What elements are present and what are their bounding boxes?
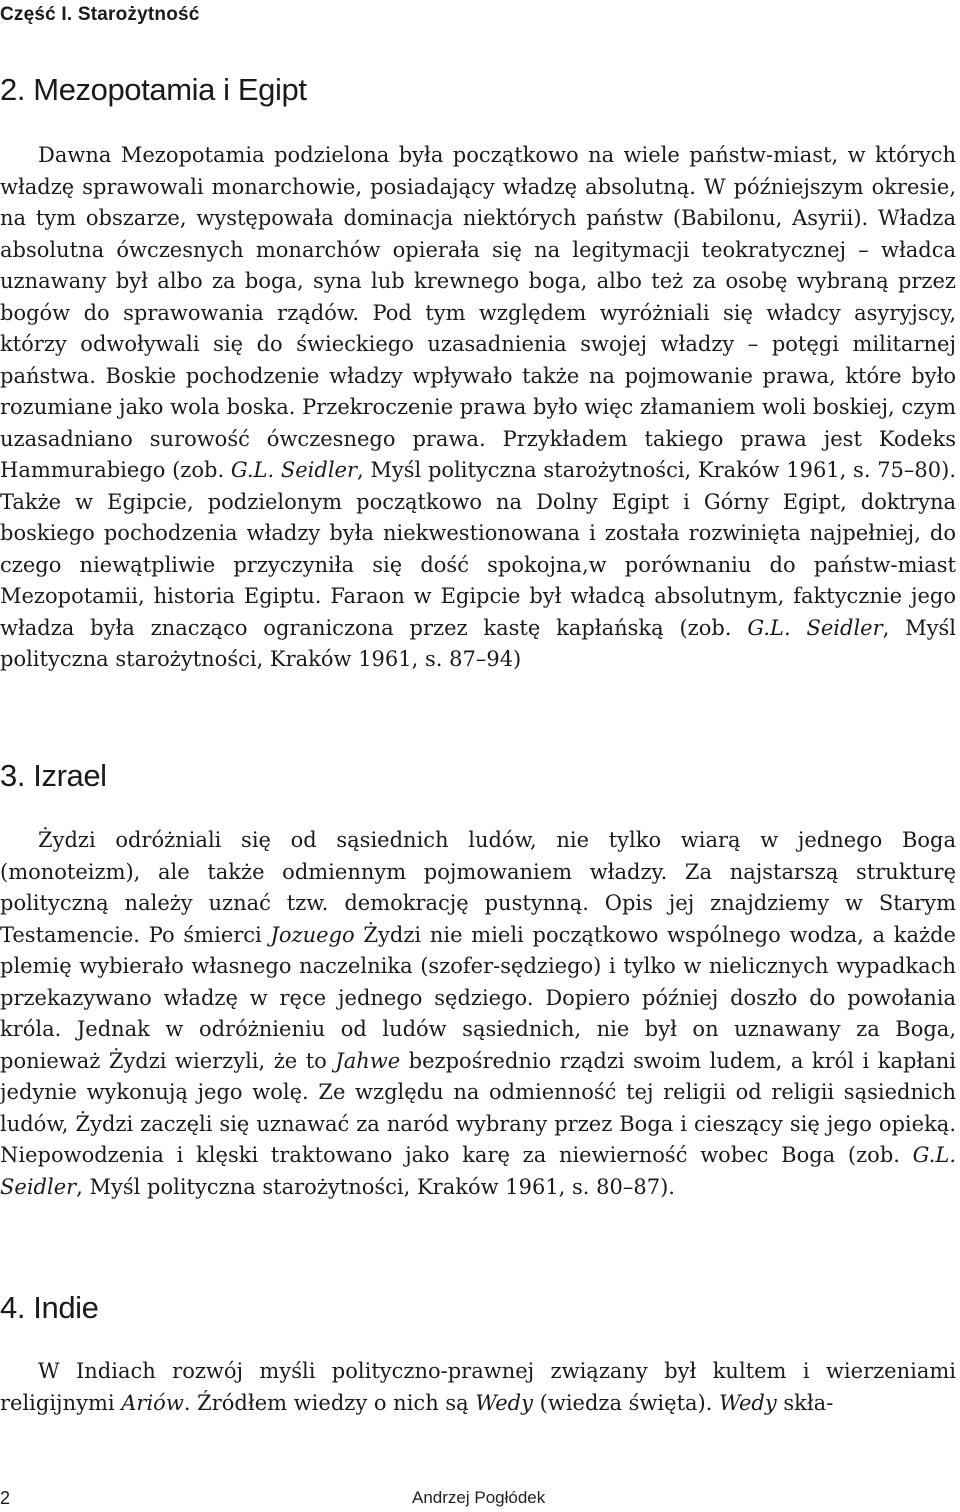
text-run: , Myśl polityczna starożytności, Kraków 1961, s. 80–87). [76,1174,675,1199]
page-number: 2 [0,1488,11,1508]
text-run: (wiedza święta). [532,1390,720,1415]
text-run: , Myśl polityczna starożytności, Kraków 1961, s. 75–80). Także w Egipcie, podzielonym początkowo na Dolny Egipt i Górny Egipt, doktryna boskiego pochodzenia władzy była niekwestionowana i została rozwinięta najpełniej, do czego niewątpliwie przyczyniła się dość spokojna,w porównaniu do państw-miast Mezopotamii, historia Egiptu. Faraon w Egipcie był władcą absolutnym, faktycznie jego władza była znacząco ograniczona przez kastę kapłańską (zob. [0,458,957,640]
text-run: Żydzi odróżniali się od sąsiednich ludów, nie tylko wiarą w jednego Boga (monoteizm), ale także odmiennym pojmowaniem władzy. Za najstarszą strukturę polityczną należy uznać tzw. demokrację pustynną. Opis jej znajdziemy w Starym Testamencie. Po śmierci [0,828,956,947]
italic-text-run: Wedy [475,1390,533,1415]
text-run: skła- [776,1390,834,1415]
section-body-mezopotamia [0,140,956,676]
running-head: Część I. Starożytność [0,4,200,25]
italic-text-run: Wedy [719,1390,777,1415]
text-run: Dawna Mezopotamia podzielona była początkowo na wiele państw-miast, w których władzę sprawowali monarchowie, posiadający władzę absolutną. W późniejszym okresie, na tym obszarze, występowała dominacja niektórych państw (Babilonu, Asyrii). Władza absolutna ówczesnych monarchów opierała się na legitymacji teokratycznej – władca uznawany był albo za boga, syna lub krewnego boga, albo też za osobę wybraną przez bogów do sprawowania rządów. Pod tym względem wyróżniali się władcy asyryjscy, którzy odwoływali się do świeckiego uzasadnienia swojej władzy – potęgi militarnej państwa. Boskie pochodzenie władzy wpływało także na pojmowanie prawa, które było rozumiane jako wola boska. Przekroczenie prawa było więc złamaniem woli boskiej, czym uzasadniano surowość ówczesnego prawa. Przykładem takiego prawa jest Kodeks Hammurabiego (zob. [0,143,956,482]
italic-text-run: G.L. Seidler [230,458,358,482]
italic-text-run: G.L. Seidler [0,1143,956,1199]
section-title-indie: 4. Indie [0,1290,99,1325]
text-run: , Myśl polityczna starożytności, Kraków 1961, s. 87–94) [0,615,956,671]
italic-text-run: Jozuego [270,922,355,947]
section-body-indie [0,1356,956,1419]
footer-author: Andrzej Pogłódek [412,1488,546,1507]
italic-text-run: Ariów [121,1390,184,1415]
text-run: Żydzi nie mieli początkowo wspólnego wodza, a każde plemię wybierało własnego naczelnika (szofer-sędziego) i tylko w nielicznych wypadkach przekazywano władzę w ręce jednego sędziego. Dopiero później doszło do powołania króla. Jednak w odróżnieniu od ludów sąsiednich, nie był on uznawany za Boga, ponieważ Żydzi wierzyli, że to [0,922,956,1073]
section-body-izrael [0,825,956,1203]
section-title-izrael: 3. Izrael [0,758,107,793]
text-run: . Źródłem wiedzy o nich są [183,1390,476,1415]
section-title-mezopotamia: 2. Mezopotamia i Egipt [0,72,307,107]
text-run: bezpośrednio rządzi swoim ludem, a król i kapłani jedynie wykonują jego wolę. Ze względu na odmienność tej religii od religii sąsiednich ludów, Żydzi zaczęli się uznawać za naród wybrany przez Boga i cieszący się jego opieką. Niepowodzenia i klęski traktowano jako karę za niewierność wobec Boga (zob. [0,1048,956,1167]
italic-text-run: Jahwe [335,1048,401,1073]
text-run: W Indiach rozwój myśli polityczno-prawnej związany był kultem i wierzeniami religijnymi [0,1359,956,1415]
italic-text-run: G.L. Seidler [747,615,883,640]
